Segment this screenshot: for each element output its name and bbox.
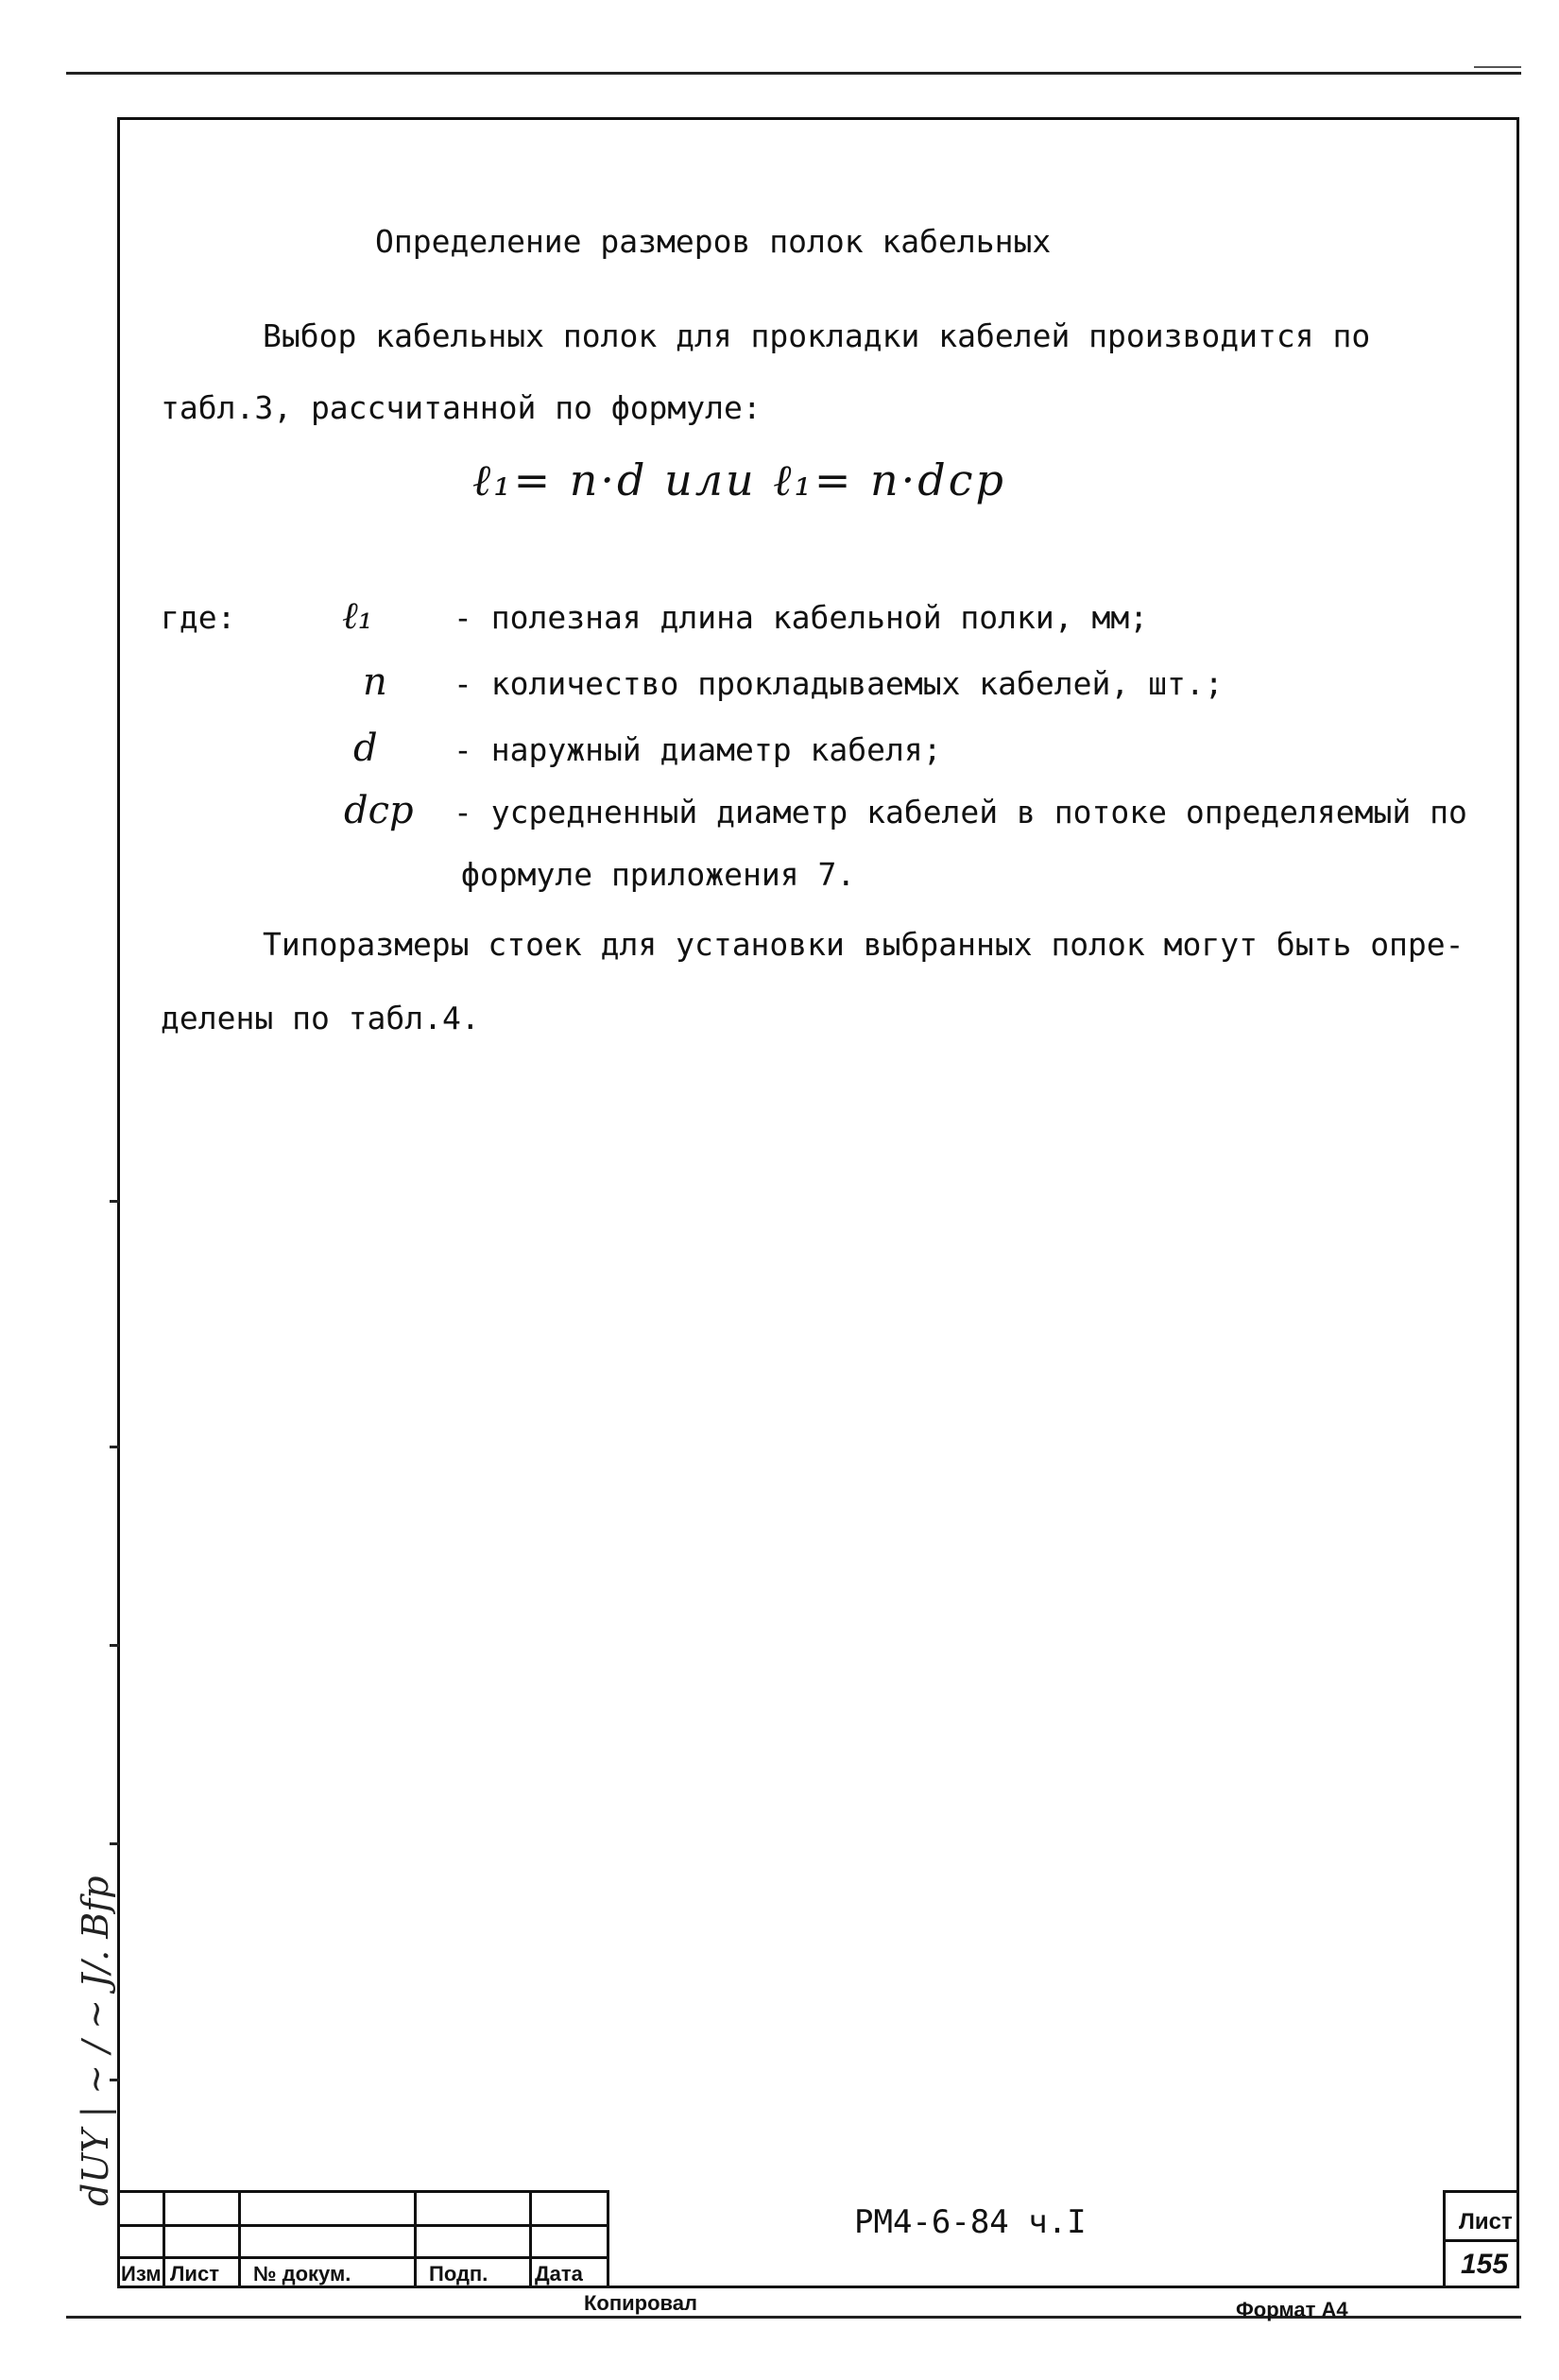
definition-symbol-l1: ℓ₁	[342, 594, 373, 638]
column-label-sheet: Лист	[170, 2262, 219, 2286]
title-block-top-line	[117, 2190, 608, 2193]
definition-text-l1: - полезная длина кабельной полки, мм;	[454, 599, 1149, 636]
title-block-top-line	[1445, 2190, 1519, 2193]
column-label-change: Изм	[121, 2262, 162, 2286]
handwritten-margin-note: dUY | ~ / ~ J/. Bfp	[75, 1875, 116, 2206]
title-block-column-line	[1443, 2190, 1446, 2288]
title-block	[117, 2190, 1519, 2288]
top-rule	[66, 72, 1521, 75]
margin-tick	[110, 1842, 119, 1845]
paragraph1-line2: табл.3, рассчитанной по формуле:	[161, 389, 762, 426]
title-block-row-line	[1445, 2239, 1519, 2242]
paragraph2-line1: Типоразмеры стоек для установки выбранных полок могут быть опре-	[263, 926, 1465, 963]
where-label: где:	[161, 599, 236, 636]
definition-symbol-dcp: dср	[344, 789, 414, 832]
definition-text-n: - количество прокладываемых кабелей, шт.;	[454, 665, 1224, 702]
definition-text-d: - наружный диаметр кабеля;	[454, 731, 942, 768]
sheet-label: Лист	[1459, 2209, 1513, 2234]
margin-tick	[110, 1644, 119, 1647]
title-block-column-line	[163, 2190, 165, 2288]
top-rule-mark	[1474, 66, 1521, 68]
format-label: Формат А4	[1236, 2298, 1348, 2321]
column-label-date: Дата	[535, 2262, 583, 2286]
drawing-frame	[117, 117, 1519, 2288]
sheet-number: 155	[1461, 2249, 1509, 2280]
margin-tick	[110, 1200, 119, 1203]
page-title: Определение размеров полок кабельных	[375, 223, 1052, 260]
paragraph2-line2: делены по табл.4.	[161, 1000, 480, 1036]
title-block-column-line	[414, 2190, 417, 2288]
title-block-column-line	[238, 2190, 241, 2288]
title-block-row-line	[117, 2224, 608, 2227]
definition-symbol-n: n	[363, 660, 387, 704]
definition-text-dcp: - усредненный диаметр кабелей в потоке определяемый по	[454, 794, 1467, 830]
title-block-row-line	[117, 2256, 608, 2259]
document-number: РМ4-6-84 ч.I	[854, 2203, 1087, 2241]
title-block-column-line	[529, 2190, 532, 2288]
definition-continuation: формуле приложения 7.	[461, 856, 856, 893]
column-label-signature: Подп.	[429, 2262, 488, 2286]
copied-label: Копировал	[584, 2291, 698, 2315]
definition-symbol-d: d	[353, 727, 378, 770]
paragraph1-line1: Выбор кабельных полок для прокладки кабелей производится по	[263, 317, 1371, 354]
title-block-column-line	[607, 2190, 609, 2288]
formula: ℓ₁= n·d или ℓ₁= n·dср	[472, 454, 1006, 505]
margin-tick	[110, 1446, 119, 1448]
column-label-document: № докум.	[253, 2262, 351, 2286]
